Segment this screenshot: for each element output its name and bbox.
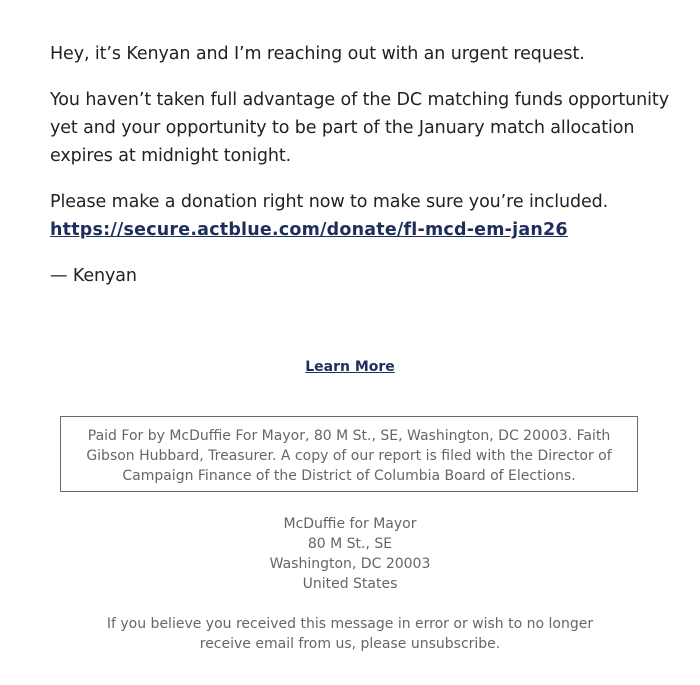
greeting-paragraph: Hey, it’s Kenyan and I’m reaching out with an urgent request.: [50, 44, 585, 64]
address-city: Washington, DC 20003: [269, 556, 431, 572]
address-name: McDuffie for Mayor: [283, 516, 417, 532]
address-country: United States: [302, 576, 398, 592]
learn-more-container: [0, 356, 700, 375]
mailing-address: [0, 514, 700, 594]
address-street: 80 M St., SE: [307, 536, 393, 552]
email-body: [50, 40, 670, 308]
donation-request-paragraph: [50, 188, 670, 244]
unsubscribe-notice: If you believe you received this message in error or wish to no longer receive email from us, please unsubscribe.: [106, 616, 594, 652]
signoff: — Kenyan: [50, 266, 137, 286]
paid-for-disclaimer: Paid For by McDuffie For Mayor, 80 M St., SE, Washington, DC 20003. Faith Gibson Hubbard, Treasurer. A copy of our report is filed with the Director of Campaign Finance of the District of Columbia Board of Elections.: [60, 416, 638, 492]
donation-request-text: Please make a donation right now to make sure you’re included.: [50, 192, 609, 212]
learn-more-link[interactable]: Learn More: [305, 359, 395, 375]
donate-link[interactable]: https://secure.actblue.com/donate/fl-mcd-em-jan26: [50, 220, 568, 240]
matching-funds-paragraph: You haven’t taken full advantage of the DC matching funds opportunity yet and your opportunity to be part of the January match allocation expires at midnight tonight.: [50, 90, 669, 166]
